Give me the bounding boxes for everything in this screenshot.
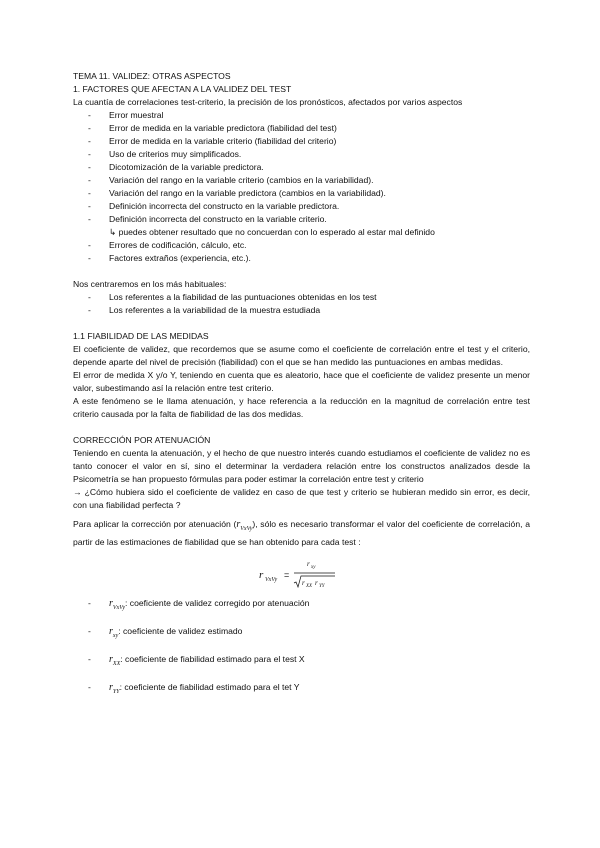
svg-text:r: r: [301, 579, 305, 587]
list-item: - Error de medida en la variable predictora (fiabilidad del test): [73, 122, 530, 135]
list-item: - Error de medida en la variable criterio (fiabilidad del criterio): [73, 135, 530, 148]
svg-text:xy: xy: [310, 565, 315, 570]
list-item: - Uso de criterios muy simplificados.: [73, 148, 530, 161]
svg-text:XX: XX: [305, 584, 312, 589]
symbol-definitions-list: [73, 597, 530, 699]
list-item: - Error muestral: [73, 109, 530, 122]
list-item: - Definición incorrecta del constructo en la variable criterio.: [73, 213, 530, 226]
section-1-intro: La cuantía de correlaciones test-criterio, la precisión de los pronósticos, afectados por varios aspectos: [73, 97, 463, 107]
focus-intro: Nos centraremos en los más habituales:: [73, 279, 227, 289]
inline-symbol: $r_{VxVy}$: [236, 519, 253, 532]
symbol: $r_{XX}$: [109, 654, 121, 667]
definition-item: [73, 653, 530, 671]
definition-text: : coeficiente de validez estimado: [118, 626, 243, 636]
list-item: - Dicotomización de la variable predictora.: [73, 161, 530, 174]
paragraph: El error de medida X y/o Y, teniendo en cuenta que es aleatorio, hace que el coeficiente de validez presente un menor valor, subestimando así la relación entre test criterio.: [73, 370, 530, 393]
focus-list: [73, 291, 530, 317]
paragraph-text: Para aplicar la corrección por atenuación (: [73, 519, 237, 529]
symbol: $r_{YY}$: [109, 682, 120, 695]
symbol: $r_{xy}$: [109, 626, 119, 639]
list-sub-item: ↳ puedes obtener resultado que no concuerdan con lo esperado al estar mal definido: [109, 227, 435, 237]
list-item: - Errores de codificación, cálculo, etc.: [73, 239, 530, 252]
svg-text:r: r: [314, 579, 318, 587]
paragraph: [73, 518, 530, 549]
list-item: - Variación del rango en la variable predictora (cambios en la variabilidad).: [73, 187, 530, 200]
definition-text: : coeficiente de fiabilidad estimado para el test X: [120, 654, 305, 664]
svg-text:YY: YY: [318, 584, 325, 589]
list-item: - Definición incorrecta del constructo en la variable predictora.: [73, 200, 530, 213]
document-content: [73, 70, 530, 709]
definition-text: : coeficiente de validez corregido por atenuación: [125, 598, 310, 608]
section-1-1-heading: 1.1 FIABILIDAD DE LAS MEDIDAS: [73, 331, 209, 341]
attenuation-formula: [73, 557, 530, 591]
correction-heading: CORRECCIÓN POR ATENUACIÓN: [73, 435, 211, 445]
document-title: TEMA 11. VALIDEZ: OTRAS ASPECTOS: [73, 71, 231, 81]
list-item: - Factores extraños (experiencia, etc.).: [73, 252, 530, 265]
symbol: $r_{VxVy}$: [109, 598, 126, 611]
paragraph: El coeficiente de validez, que recordemos que se asume como el coeficiente de correlación entre el test y el criterio, depende aparte del nivel de precisión (fiabilidad) con el que se han medido las puntuaciones en ambas medidas.: [73, 344, 530, 367]
definition-item: [73, 625, 530, 643]
question-paragraph: → ¿Cómo hubiera sido el coeficiente de validez en caso de que test y criterio se hubieran medido sin error, es decir, con una fiabilidad perfecta ?: [73, 487, 530, 510]
factors-list: [73, 109, 530, 265]
list-item: - Variación del rango en la variable criterio (cambios en la variabilidad).: [73, 174, 530, 187]
formula-graphic: [257, 557, 347, 591]
svg-text:r: r: [258, 569, 263, 581]
svg-text:r: r: [306, 560, 310, 568]
definition-item: [73, 681, 530, 699]
section-1-heading: 1. FACTORES QUE AFECTAN A LA VALIDEZ DEL TEST: [73, 84, 292, 94]
paragraph: A este fenómeno se le llama atenuación, y hace referencia a la reducción en la magnitud de correlación entre test criterio causada por la falta de fiabilidad de las dos medidas.: [73, 396, 530, 419]
definition-item: [73, 597, 530, 615]
list-item: - Los referentes a la variabilidad de la muestra estudiada: [73, 304, 530, 317]
paragraph-text: ), sólo es necesario transformar el valor del coeficiente de correlación, a partir de las estimaciones de fiabilidad que se han obtenido para cada test :: [73, 519, 530, 547]
paragraph: Teniendo en cuenta la atenuación, y el hecho de que nuestro interés cuando estudiamos el coeficiente de validez no es tanto conocer el valor en sí, sino el determinar la verdadera relación entre los constructos analizados desde la Psicometría se han propuesto fórmulas para poder estimar la correlación entre test y criterio: [73, 448, 530, 484]
svg-text:VxVy: VxVy: [264, 577, 277, 583]
definition-text: : coeficiente de fiabilidad estimado para el tet Y: [119, 682, 300, 692]
svg-text:=: =: [283, 570, 289, 580]
list-item: - Los referentes a la fiabilidad de las puntuaciones obtenidas en los test: [73, 291, 530, 304]
